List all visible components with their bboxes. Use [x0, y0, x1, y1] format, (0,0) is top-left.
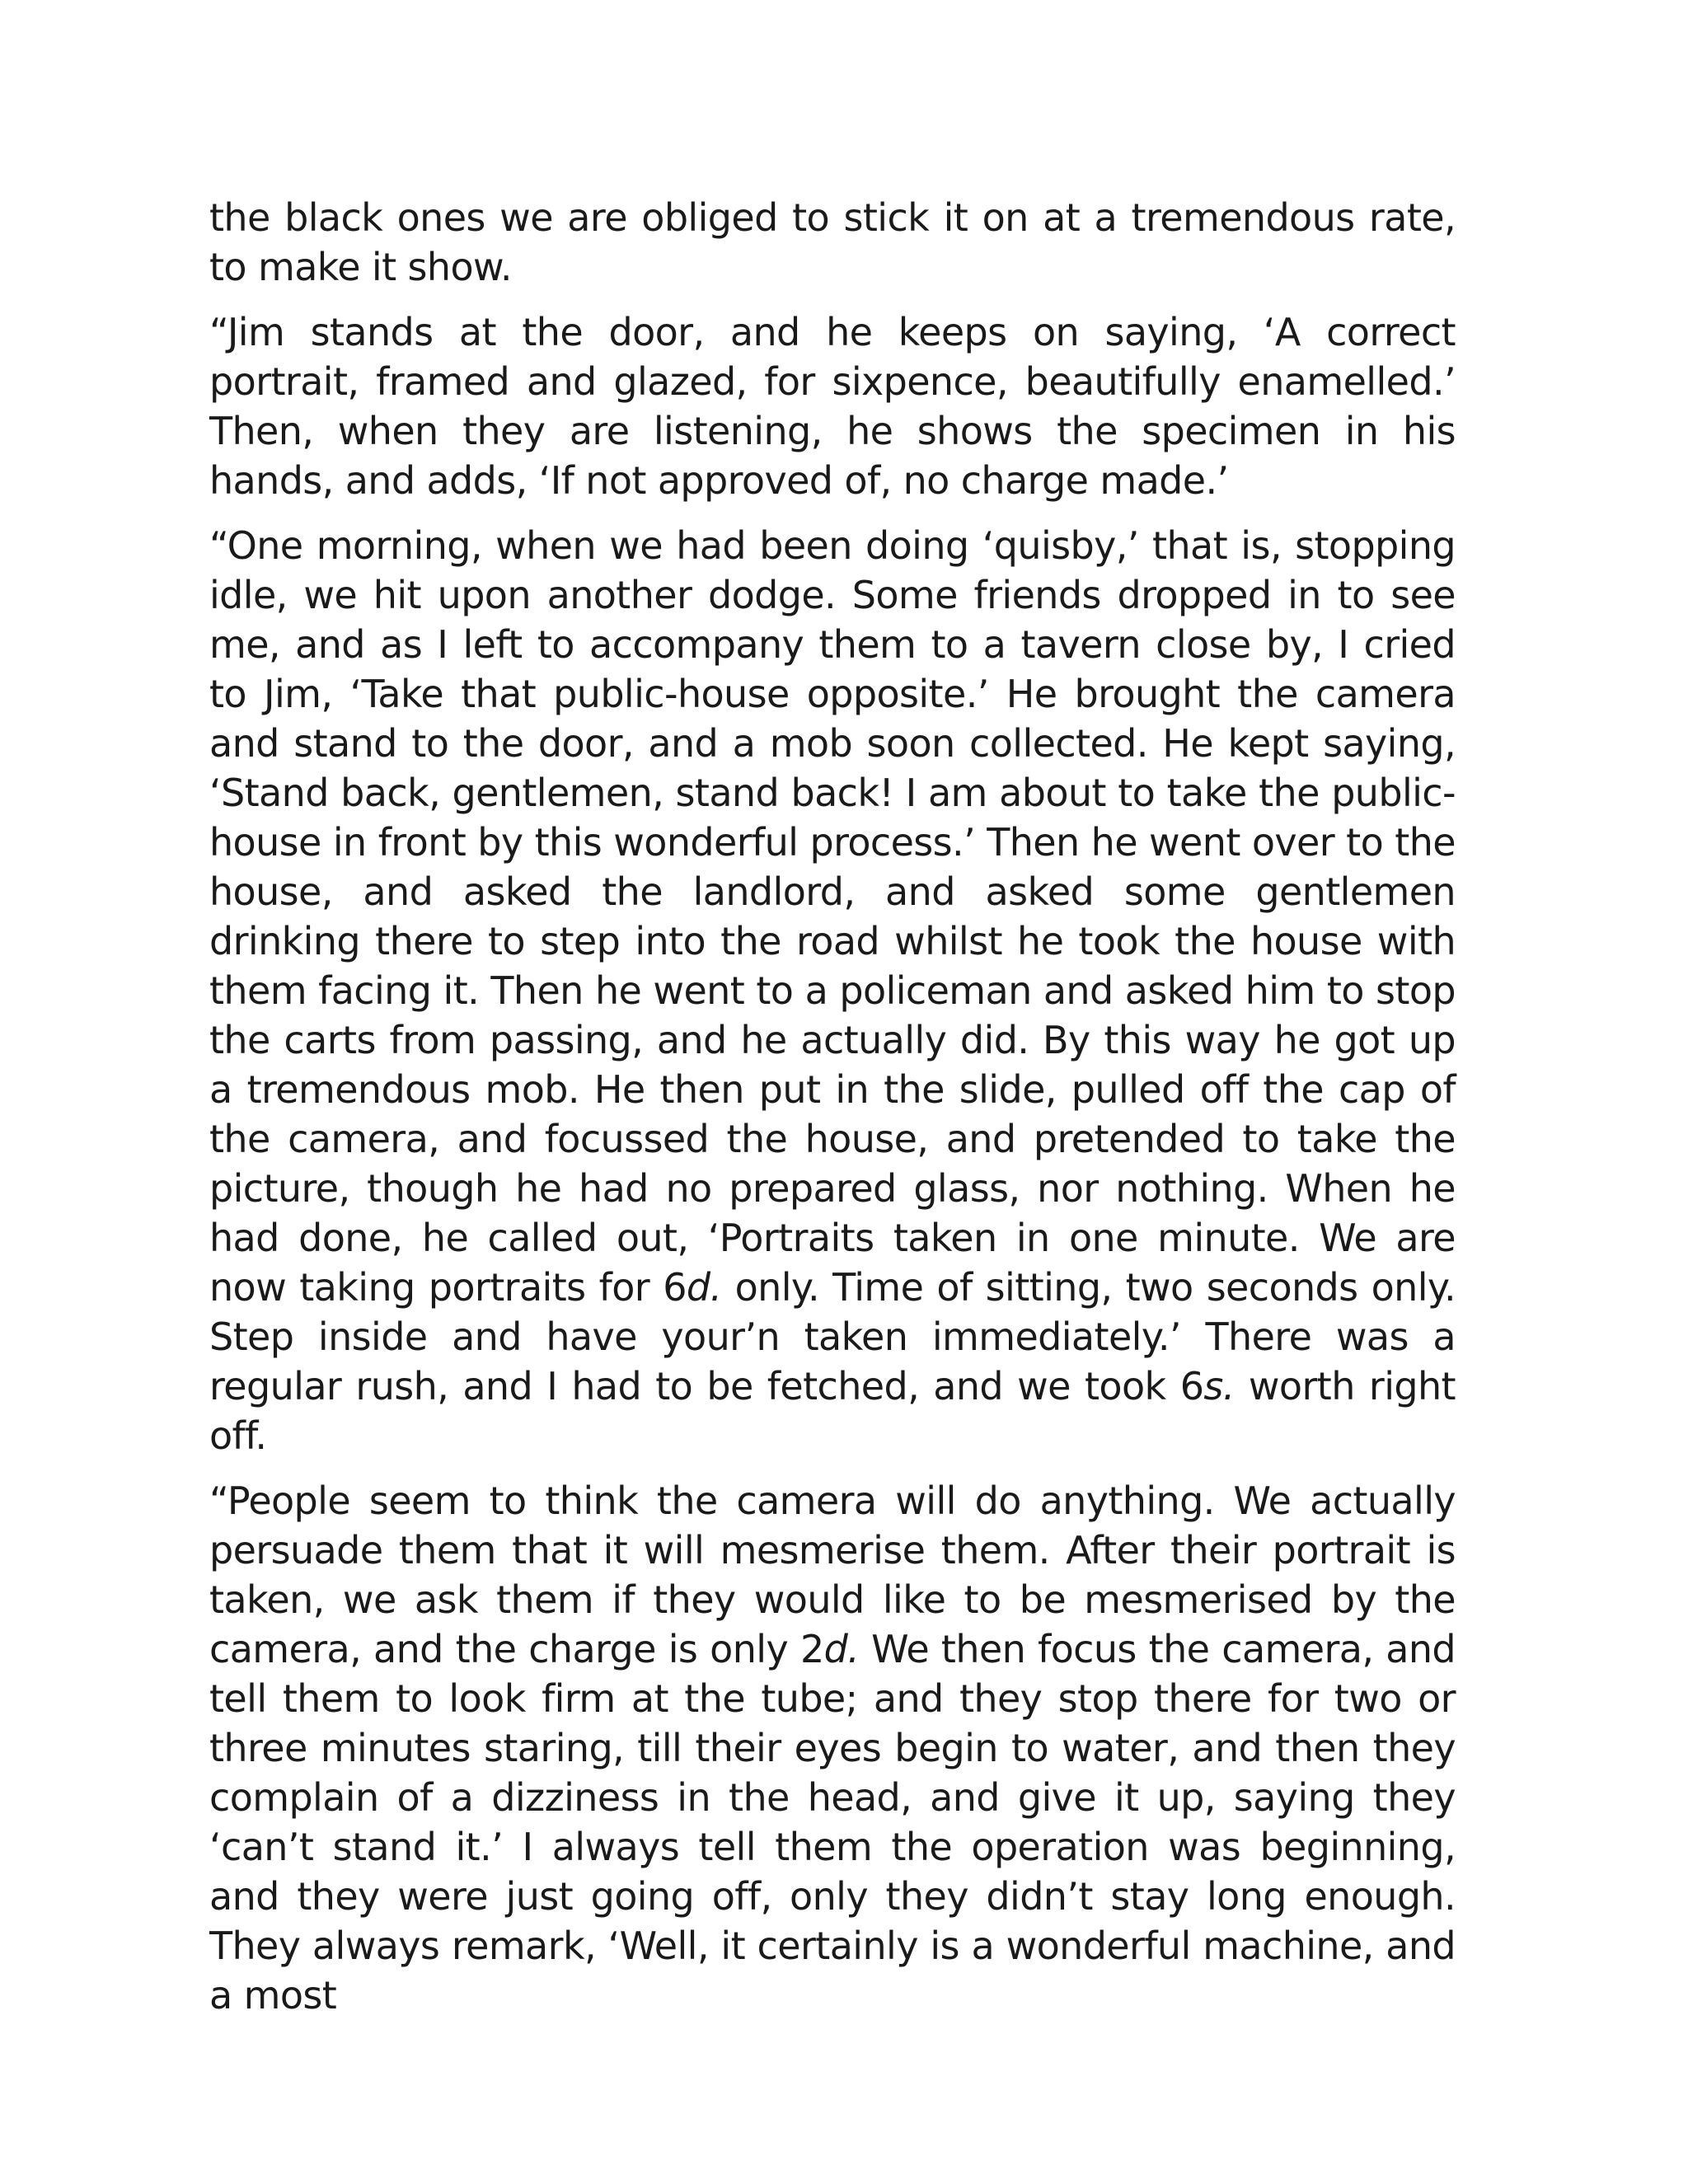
- text-segment: “People seem to think the camera will do anything. We actually persuade them that it will mesmerise them. After their portrait is taken, we ask them if they would like to be mesmerised by the camera, and the charge is only 2: [209, 1479, 1456, 1671]
- text-segment: the black ones we are obliged to stick it on at a tremendous rate, to make it show.: [209, 195, 1456, 289]
- text-segment: only. Time of sitting, two seconds only. Step inside and have your’n taken immediately.’ There was a regular rush, and I had to be fetched, and we took 6: [209, 1265, 1456, 1408]
- text-segment: “One morning, when we had been doing ‘quisby,’ that is, stopping idle, we hit upon another dodge. Some friends dropped in to see me, and as I left to accompany them to a tavern close by, I cried to Jim, ‘Take that public-house opposite.’ He brought the camera and stand to the door, and a mob soon collected. He kept saying, ‘Stand back, gentlemen, stand back! I am about to take the public-house in front by this wonderful process.’ Then he went over to the house, and asked the landlord, and asked some gentlemen drinking there to step into the road whilst he took the house with them facing it. Then he went to a policeman and asked him to stop the carts from passing, and he actually did. By this way he got up a tremendous mob. He then put in the slide, pulled off the cap of the camera, and focussed the house, and pretended to take the picture, though he had no prepared glass, nor nothing. When he had done, he called out, ‘Portraits taken in one minute. We are now taking portraits for 6: [209, 523, 1456, 1310]
- paragraph: [209, 307, 1456, 505]
- italic-abbreviation: d.: [686, 1265, 722, 1310]
- text-segment: worth right off.: [209, 1364, 1456, 1458]
- text-segment: “Jim stands at the door, and he keeps on saying, ‘A correct portrait, framed and glazed, for sixpence, beautifully enamelled.’ Then, when they are listening, he shows the specimen in his hands, and adds, ‘If not approved of, no charge made.’: [209, 310, 1456, 503]
- paragraph: [209, 521, 1456, 1460]
- italic-abbreviation: s.: [1203, 1364, 1235, 1408]
- page-body: [209, 193, 1456, 2020]
- paragraph: [209, 1476, 1456, 2020]
- paragraph: [209, 193, 1456, 292]
- text-segment: We then focus the camera, and tell them to look firm at the tube; and they stop there for two or three minutes staring, till their eyes begin to water, and then they complain of a dizziness in the head, and give it up, saying they ‘can’t stand it.’ I always tell them the operation was beginning, and they were just going off, only they didn’t stay long enough. They always remark, ‘Well, it certainly is a wonderful machine, and a most: [209, 1627, 1456, 2018]
- italic-abbreviation: d.: [823, 1627, 860, 1671]
